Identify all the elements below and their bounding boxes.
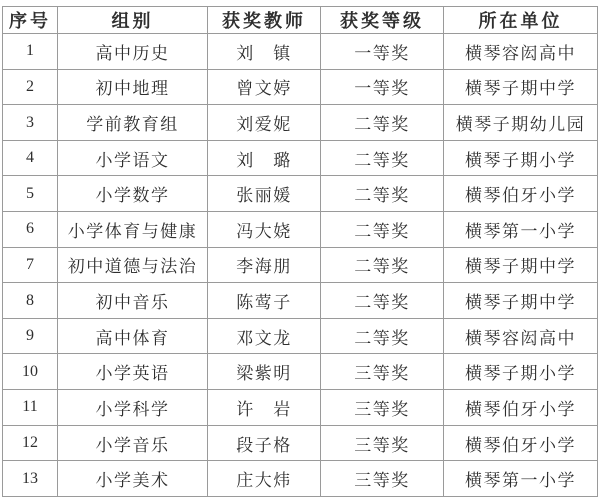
teacher-cell: 段子格	[208, 425, 321, 461]
teacher-cell: 张丽媛	[208, 176, 321, 212]
header-row	[3, 7, 598, 34]
table-row	[3, 105, 598, 141]
serial-cell: 6	[3, 212, 58, 248]
award-grade-cell: 二等奖	[321, 212, 444, 248]
table-row	[3, 461, 598, 497]
header-cell-teacher: 获奖教师	[208, 7, 321, 34]
award-grade-cell: 二等奖	[321, 318, 444, 354]
unit-cell: 横琴子期中学	[444, 283, 598, 319]
teacher-cell: 陈莺子	[208, 283, 321, 319]
unit-cell: 横琴子期中学	[444, 69, 598, 105]
teacher-cell: 庄大炜	[208, 461, 321, 497]
table-row	[3, 283, 598, 319]
award-grade-cell: 三等奖	[321, 354, 444, 390]
award-grade-cell: 二等奖	[321, 247, 444, 283]
group-cell: 学前教育组	[58, 105, 208, 141]
group-cell: 高中历史	[58, 34, 208, 70]
group-cell: 小学科学	[58, 390, 208, 426]
teacher-cell: 梁紫明	[208, 354, 321, 390]
table-row	[3, 176, 598, 212]
teacher-cell: 曾文婷	[208, 69, 321, 105]
table-row	[3, 69, 598, 105]
header-cell-serial: 序号	[3, 7, 58, 34]
serial-cell: 4	[3, 140, 58, 176]
serial-cell: 8	[3, 283, 58, 319]
unit-cell: 横琴容闳高中	[444, 34, 598, 70]
group-cell: 初中道德与法治	[58, 247, 208, 283]
award-grade-cell: 一等奖	[321, 69, 444, 105]
unit-cell: 横琴容闳高中	[444, 318, 598, 354]
teacher-cell: 刘 镇	[208, 34, 321, 70]
award-grade-cell: 二等奖	[321, 283, 444, 319]
table-row	[3, 318, 598, 354]
group-cell: 小学语文	[58, 140, 208, 176]
table-row	[3, 354, 598, 390]
group-cell: 小学音乐	[58, 425, 208, 461]
group-cell: 小学美术	[58, 461, 208, 497]
table-row	[3, 140, 598, 176]
unit-cell: 横琴第一小学	[444, 461, 598, 497]
award-grade-cell: 二等奖	[321, 105, 444, 141]
serial-cell: 7	[3, 247, 58, 283]
group-cell: 小学体育与健康	[58, 212, 208, 248]
unit-cell: 横琴伯牙小学	[444, 390, 598, 426]
group-cell: 初中地理	[58, 69, 208, 105]
unit-cell: 横琴伯牙小学	[444, 176, 598, 212]
award-grade-cell: 三等奖	[321, 461, 444, 497]
group-cell: 初中音乐	[58, 283, 208, 319]
teacher-cell: 许 岩	[208, 390, 321, 426]
award-grade-cell: 二等奖	[321, 176, 444, 212]
table-row	[3, 247, 598, 283]
serial-cell: 3	[3, 105, 58, 141]
teacher-cell: 刘爱妮	[208, 105, 321, 141]
award-grade-cell: 三等奖	[321, 390, 444, 426]
unit-cell: 横琴子期中学	[444, 247, 598, 283]
unit-cell: 横琴伯牙小学	[444, 425, 598, 461]
header-cell-unit: 所在单位	[444, 7, 598, 34]
award-results-table	[2, 6, 598, 497]
serial-cell: 9	[3, 318, 58, 354]
teacher-cell: 李海朋	[208, 247, 321, 283]
table-row	[3, 425, 598, 461]
teacher-cell: 冯大娆	[208, 212, 321, 248]
award-grade-cell: 二等奖	[321, 140, 444, 176]
award-grade-cell: 三等奖	[321, 425, 444, 461]
serial-cell: 12	[3, 425, 58, 461]
table-body	[3, 34, 598, 497]
unit-cell: 横琴子期小学	[444, 140, 598, 176]
teacher-cell: 刘 璐	[208, 140, 321, 176]
group-cell: 小学英语	[58, 354, 208, 390]
award-grade-cell: 一等奖	[321, 34, 444, 70]
serial-cell: 2	[3, 69, 58, 105]
unit-cell: 横琴第一小学	[444, 212, 598, 248]
group-cell: 高中体育	[58, 318, 208, 354]
table-row	[3, 34, 598, 70]
serial-cell: 11	[3, 390, 58, 426]
unit-cell: 横琴子期小学	[444, 354, 598, 390]
unit-cell: 横琴子期幼儿园	[444, 105, 598, 141]
header-cell-group: 组别	[58, 7, 208, 34]
serial-cell: 1	[3, 34, 58, 70]
group-cell: 小学数学	[58, 176, 208, 212]
serial-cell: 13	[3, 461, 58, 497]
header-cell-award: 获奖等级	[321, 7, 444, 34]
teacher-cell: 邓文龙	[208, 318, 321, 354]
serial-cell: 10	[3, 354, 58, 390]
table-row	[3, 390, 598, 426]
serial-cell: 5	[3, 176, 58, 212]
table-row	[3, 212, 598, 248]
